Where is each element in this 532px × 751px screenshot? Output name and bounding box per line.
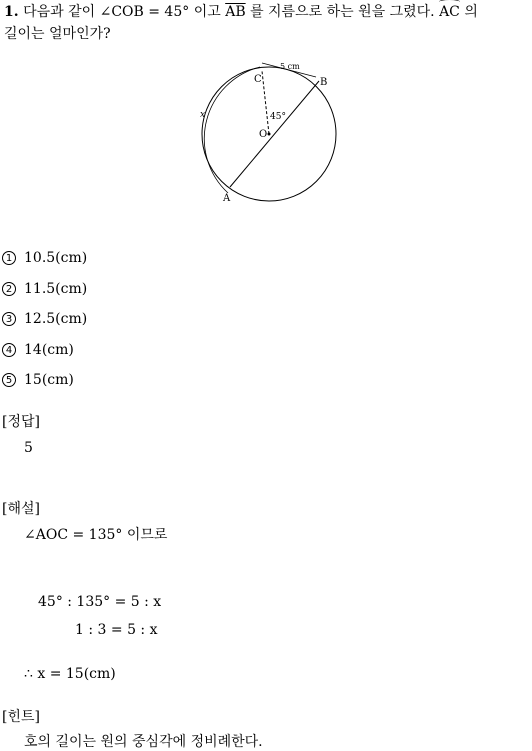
- explanation-heading: [해설]: [2, 501, 40, 517]
- radius-oc: [262, 71, 269, 134]
- option-1[interactable]: [2, 250, 87, 266]
- option-5[interactable]: [2, 372, 74, 388]
- explanation-conclusion: ∴ x = 15(cm): [24, 666, 116, 682]
- option-4[interactable]: [2, 342, 74, 358]
- question-text-part-3: 의: [464, 4, 478, 20]
- option-text-1: 10.5(cm): [24, 250, 88, 266]
- option-marker-1: 1: [2, 251, 16, 265]
- label-b: B: [320, 77, 328, 88]
- option-marker-4: 4: [2, 343, 16, 357]
- question-line-2: 길이는 얼마인가?: [4, 26, 111, 42]
- answer-heading: [정답]: [2, 414, 40, 430]
- option-text-2: 11.5(cm): [24, 281, 88, 297]
- explanation-line-1: ∠AOC = 135° 이므로: [24, 527, 168, 543]
- option-marker-3: 3: [2, 312, 16, 326]
- question-text-part-2: 를 지름으로 하는 원을 그렸다.: [250, 4, 435, 20]
- hint-text: 호의 길이는 원의 중심각에 정비례한다.: [24, 734, 263, 750]
- label-c: C: [254, 74, 262, 85]
- option-marker-5: 5: [2, 373, 16, 387]
- question-line-1: [4, 2, 478, 22]
- explanation-eq-2: 1 : 3 = 5 : x: [75, 622, 158, 638]
- option-2[interactable]: [2, 281, 87, 297]
- option-text-5: 15(cm): [24, 372, 74, 388]
- diameter-ab: [230, 81, 319, 187]
- label-angle-45: 45°: [270, 112, 286, 122]
- option-3[interactable]: [2, 311, 87, 327]
- option-marker-2: 2: [2, 282, 16, 296]
- center-point: [268, 133, 271, 136]
- arc-x-marker: [204, 67, 260, 193]
- label-a: A: [223, 193, 231, 204]
- explanation-eq-1: 45° : 135° = 5 : x: [38, 594, 162, 610]
- answer-value: 5: [24, 440, 33, 456]
- question-number: 1.: [4, 4, 19, 20]
- label-x: x: [200, 110, 206, 120]
- option-text-3: 12.5(cm): [24, 311, 88, 327]
- arc-ac-label: AC: [439, 4, 460, 20]
- circle-figure: [190, 55, 350, 210]
- option-text-4: 14(cm): [24, 342, 74, 358]
- segment-ab-label: $\overline{AB}$: [225, 4, 246, 20]
- label-o: O: [259, 129, 268, 140]
- hint-heading: [힌트]: [2, 709, 40, 725]
- label-5cm: 5 cm: [280, 62, 300, 71]
- question-text-part-1: 다음과 같이 ∠COB = 45° 이고: [23, 4, 221, 20]
